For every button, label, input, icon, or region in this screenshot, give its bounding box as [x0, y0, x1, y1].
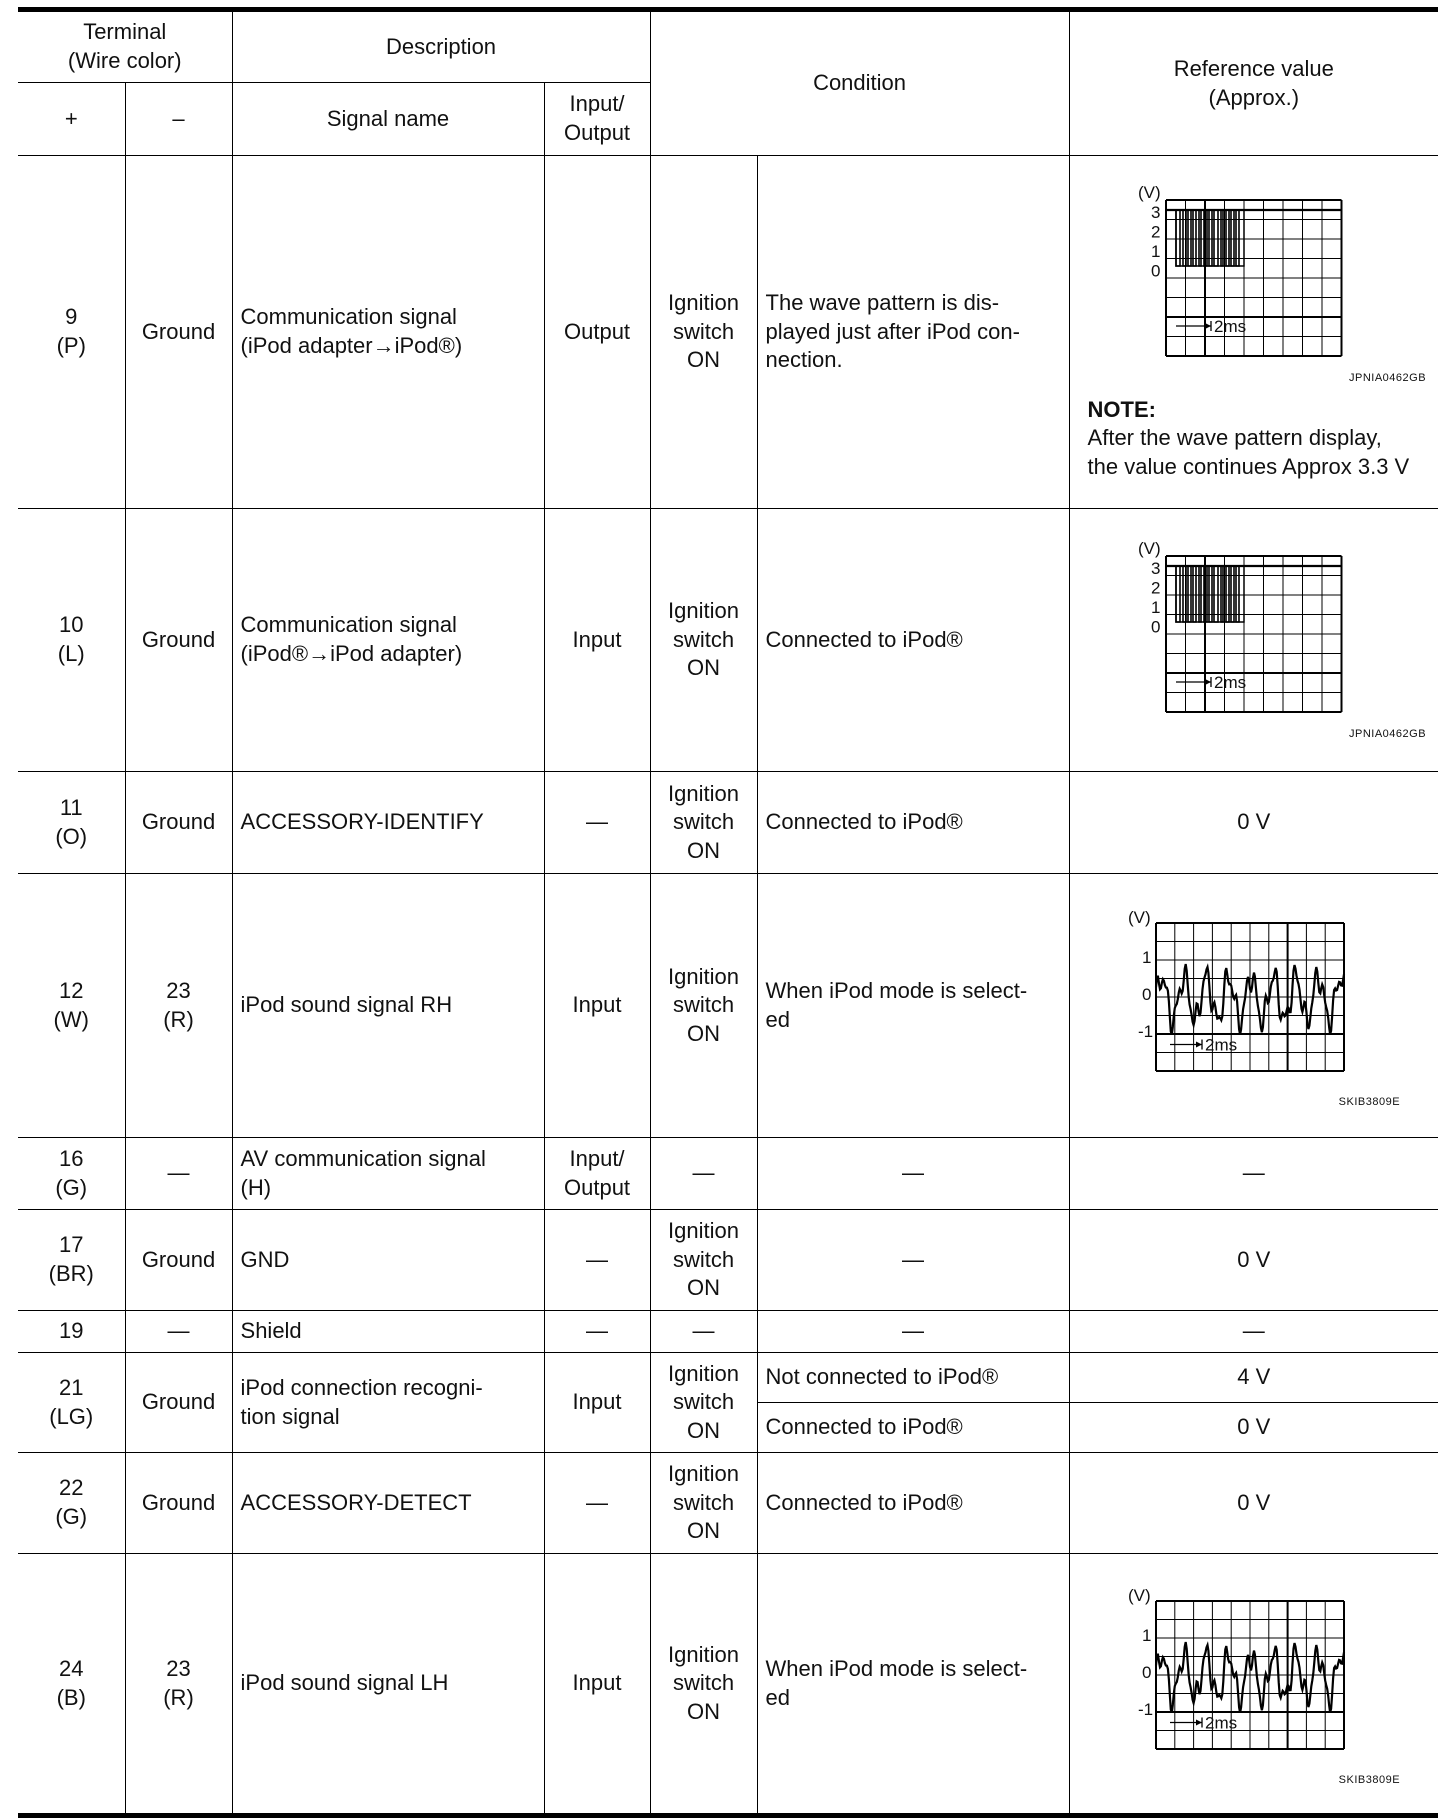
- header-minus: –: [125, 83, 232, 156]
- terminal-minus: Ground: [125, 156, 232, 509]
- condition-switch: [650, 156, 757, 509]
- signal-name: iPod sound signal LH: [232, 1554, 544, 1816]
- condition-line1: Ignition: [668, 1360, 739, 1386]
- reference-value: [1069, 874, 1438, 1138]
- y-unit-label: (V): [1137, 183, 1161, 203]
- terminal-plus: [18, 874, 125, 1138]
- timebase-label: 2ms: [1213, 673, 1246, 693]
- analog-waveform-graph: [1094, 1579, 1414, 1769]
- input-output: Input: [544, 1353, 650, 1453]
- terminal-number: 10: [59, 612, 84, 638]
- reference-value: 0 V: [1069, 772, 1438, 874]
- io-line1: Input/: [569, 1145, 625, 1171]
- condition-switch: [650, 509, 757, 772]
- table-row: [18, 1311, 1438, 1353]
- condition-detail: —: [757, 1210, 1069, 1311]
- signal-name: iPod sound signal RH: [232, 874, 544, 1138]
- terminal-number: 23: [166, 1655, 191, 1681]
- wire-color: (P): [56, 333, 86, 358]
- note-line1: After the wave pattern display,: [1087, 425, 1382, 451]
- y-tick-label: 1: [1150, 598, 1161, 618]
- y-tick-label: 0: [1150, 261, 1161, 281]
- input-output: —: [544, 1210, 650, 1311]
- condition-switch: [650, 1210, 757, 1311]
- condition-line2: switch: [672, 1246, 735, 1272]
- figure-id: JPNIA0462GB: [1349, 372, 1427, 385]
- signal-name-line2: (iPod®→iPod adapter): [240, 641, 463, 666]
- note-title: NOTE:: [1087, 396, 1156, 422]
- condition-detail: Connected to iPod®: [757, 772, 1069, 874]
- signal-name-line1: Communication signal: [240, 612, 457, 638]
- condition-line2: switch: [672, 1670, 735, 1696]
- reference-value: 0 V: [1069, 1403, 1438, 1453]
- y-tick-label: -1: [1137, 1700, 1153, 1720]
- signal-name: [232, 1353, 544, 1453]
- header-reference-value: [1069, 10, 1438, 156]
- reference-value: 4 V: [1069, 1353, 1438, 1403]
- header-reference-label: Reference value: [1173, 55, 1334, 81]
- table-row: [18, 874, 1438, 1138]
- table-row: [18, 509, 1438, 772]
- condition-line2: switch: [672, 1489, 735, 1515]
- signal-name-line2: (iPod adapter→iPod®): [240, 333, 463, 358]
- terminal-minus: Ground: [125, 1353, 232, 1453]
- signal-name-line2: tion signal: [240, 1403, 340, 1429]
- wire-color: (G): [55, 1174, 88, 1200]
- signal-name: Shield: [232, 1311, 544, 1353]
- header-plus: +: [18, 83, 125, 156]
- reference-value: [1069, 156, 1438, 509]
- condition-switch: [650, 772, 757, 874]
- wire-color: (BR): [48, 1261, 94, 1286]
- condition-detail: [757, 156, 1069, 509]
- condition-line1: Ignition: [668, 1641, 739, 1667]
- detail-line2: ed: [765, 1684, 791, 1710]
- reference-value: [1069, 509, 1438, 772]
- header-input-output: [544, 83, 650, 156]
- header-terminal-label: Terminal: [83, 19, 167, 45]
- terminal-minus: Ground: [125, 1453, 232, 1554]
- note-box: [1078, 396, 1431, 482]
- terminal-number: 21: [59, 1374, 84, 1400]
- reference-value: 0 V: [1069, 1210, 1438, 1311]
- reference-value: [1069, 1554, 1438, 1816]
- y-unit-label: (V): [1137, 539, 1161, 559]
- terminal-plus: [18, 772, 125, 874]
- y-tick-label: -1: [1137, 1022, 1153, 1042]
- terminal-number: 24: [59, 1655, 84, 1681]
- table-row: [18, 1554, 1438, 1816]
- io-line2: Output: [564, 1174, 631, 1200]
- terminal-plus: [18, 1138, 125, 1210]
- table-row: [18, 156, 1438, 509]
- terminal-plus: 19: [18, 1311, 125, 1353]
- condition-detail: —: [757, 1311, 1069, 1353]
- table-row: [18, 1210, 1438, 1311]
- condition-line3: ON: [687, 1020, 721, 1046]
- wire-color: (W): [53, 1006, 89, 1032]
- condition-detail: —: [757, 1138, 1069, 1210]
- terminal-plus: [18, 1210, 125, 1311]
- digital-waveform-graph: [1094, 182, 1414, 367]
- condition-detail: Connected to iPod®: [757, 1453, 1069, 1554]
- condition-line2: switch: [672, 318, 735, 344]
- condition-switch: —: [650, 1311, 757, 1353]
- detail-line1: When iPod mode is select-: [765, 1655, 1028, 1681]
- input-output: —: [544, 1311, 650, 1353]
- signal-name-line1: iPod connection recogni-: [240, 1374, 483, 1400]
- y-tick-label: 2: [1150, 578, 1161, 598]
- header-wire-color-label: (Wire color): [67, 48, 182, 73]
- header-signal-name: Signal name: [232, 83, 544, 156]
- y-tick-label: 1: [1141, 948, 1152, 968]
- detail-line1: When iPod mode is select-: [765, 977, 1028, 1003]
- signal-name: [232, 156, 544, 509]
- condition-switch: [650, 1353, 757, 1453]
- terminal-minus: Ground: [125, 772, 232, 874]
- condition-switch: [650, 1453, 757, 1554]
- signal-name: GND: [232, 1210, 544, 1311]
- terminal-number: 9: [65, 304, 78, 330]
- y-tick-label: 3: [1150, 559, 1161, 579]
- y-tick-label: 0: [1141, 985, 1152, 1005]
- terminal-reference-table: [18, 7, 1438, 1818]
- signal-name: [232, 1138, 544, 1210]
- terminal-plus: [18, 1554, 125, 1816]
- signal-name: [232, 509, 544, 772]
- y-unit-label: (V): [1127, 908, 1151, 928]
- condition-switch: —: [650, 1138, 757, 1210]
- terminal-number: 23: [166, 977, 191, 1003]
- input-output: —: [544, 772, 650, 874]
- signal-name: ACCESSORY-IDENTIFY: [232, 772, 544, 874]
- condition-line3: ON: [687, 347, 721, 373]
- terminal-number: 17: [59, 1232, 84, 1258]
- condition-line1: Ignition: [668, 1218, 739, 1244]
- terminal-minus: [125, 1554, 232, 1816]
- terminal-plus: [18, 509, 125, 772]
- condition-detail: Connected to iPod®: [757, 1403, 1069, 1453]
- condition-detail: Connected to iPod®: [757, 509, 1069, 772]
- header-terminal: [18, 10, 232, 83]
- condition-line3: ON: [687, 1417, 721, 1443]
- digital-waveform-graph: [1094, 538, 1414, 723]
- condition-switch: [650, 1554, 757, 1816]
- y-tick-label: 1: [1150, 242, 1161, 262]
- table-row: [18, 772, 1438, 874]
- reference-value: 0 V: [1069, 1453, 1438, 1554]
- header-io-line2: Output: [564, 120, 631, 145]
- detail-line1: The wave pattern is dis-: [765, 290, 1000, 316]
- wire-color: (B): [56, 1684, 86, 1710]
- timebase-arrow: [1196, 1720, 1202, 1726]
- wire-color: (O): [55, 823, 88, 849]
- condition-line3: ON: [687, 837, 721, 863]
- terminal-number: 11: [59, 794, 83, 820]
- timebase-label: 2ms: [1204, 1713, 1237, 1733]
- reference-value: —: [1069, 1311, 1438, 1353]
- signal-burst: [1176, 210, 1244, 266]
- terminal-minus: —: [125, 1311, 232, 1353]
- condition-line2: switch: [672, 809, 735, 835]
- condition-line2: switch: [672, 992, 735, 1018]
- signal-name: ACCESSORY-DETECT: [232, 1453, 544, 1554]
- input-output: Input: [544, 874, 650, 1138]
- signal-name-line2: (H): [240, 1174, 272, 1200]
- terminal-plus: [18, 1353, 125, 1453]
- terminal-number: 22: [59, 1475, 84, 1501]
- timebase-label: 2ms: [1213, 317, 1246, 337]
- header-io-line1: Input/: [569, 91, 625, 117]
- figure-id: JPNIA0462GB: [1349, 728, 1427, 741]
- table-row: [18, 1138, 1438, 1210]
- condition-detail: Not connected to iPod®: [757, 1353, 1069, 1403]
- condition-line3: ON: [687, 1698, 721, 1724]
- header-condition: Condition: [650, 10, 1069, 156]
- terminal-minus: Ground: [125, 1210, 232, 1311]
- reference-value: —: [1069, 1138, 1438, 1210]
- terminal-minus: —: [125, 1138, 232, 1210]
- wire-color: (R): [163, 1006, 194, 1032]
- terminal-number: 16: [59, 1145, 84, 1171]
- condition-switch: [650, 874, 757, 1138]
- timebase-arrow: [1205, 679, 1211, 685]
- input-output: Input: [544, 509, 650, 772]
- signal-burst: [1176, 566, 1244, 622]
- signal-name-line1: Communication signal: [240, 304, 457, 330]
- y-tick-label: 1: [1141, 1626, 1152, 1646]
- condition-detail: [757, 874, 1069, 1138]
- condition-line1: Ignition: [668, 780, 739, 806]
- input-output: —: [544, 1453, 650, 1554]
- terminal-plus: [18, 156, 125, 509]
- condition-line2: switch: [672, 1389, 735, 1415]
- wire-color: (L): [57, 641, 85, 666]
- detail-line2: ed: [765, 1006, 791, 1032]
- header-row-1: [18, 10, 1438, 83]
- condition-line1: Ignition: [668, 963, 739, 989]
- y-tick-label: 2: [1150, 222, 1161, 242]
- wire-color: (R): [163, 1684, 194, 1710]
- header-description: Description: [232, 10, 650, 83]
- analog-waveform-graph: [1094, 901, 1414, 1091]
- figure-id: SKIB3809E: [1338, 1096, 1401, 1109]
- condition-line3: ON: [687, 655, 721, 681]
- condition-line3: ON: [687, 1518, 721, 1544]
- condition-line1: Ignition: [668, 598, 739, 624]
- table-row: [18, 1353, 1438, 1403]
- timebase-label: 2ms: [1204, 1035, 1237, 1055]
- condition-detail: [757, 1554, 1069, 1816]
- signal-name-line1: AV communication signal: [240, 1145, 486, 1171]
- terminal-plus: [18, 1453, 125, 1554]
- figure-id: SKIB3809E: [1338, 1774, 1401, 1787]
- detail-line3: nection.: [765, 347, 843, 373]
- timebase-arrow: [1205, 323, 1211, 329]
- condition-line1: Ignition: [668, 1461, 739, 1487]
- input-output: Output: [544, 156, 650, 509]
- note-line2: the value continues Approx 3.3 V: [1087, 453, 1410, 479]
- wire-color: (G): [55, 1504, 88, 1529]
- y-unit-label: (V): [1127, 1586, 1151, 1606]
- input-output: Input: [544, 1554, 650, 1816]
- terminal-number: 12: [59, 977, 84, 1003]
- terminal-minus: [125, 874, 232, 1138]
- wire-color: (LG): [49, 1403, 94, 1429]
- condition-line3: ON: [687, 1275, 721, 1301]
- input-output: [544, 1138, 650, 1210]
- condition-line1: Ignition: [668, 290, 739, 316]
- condition-line2: switch: [672, 626, 735, 652]
- detail-line2: played just after iPod con-: [765, 318, 1020, 344]
- y-tick-label: 3: [1150, 203, 1161, 223]
- table-row: [18, 1453, 1438, 1554]
- timebase-arrow: [1196, 1042, 1202, 1048]
- terminal-minus: Ground: [125, 509, 232, 772]
- y-tick-label: 0: [1150, 617, 1161, 637]
- y-tick-label: 0: [1141, 1663, 1152, 1683]
- header-approx-label: (Approx.): [1208, 84, 1300, 110]
